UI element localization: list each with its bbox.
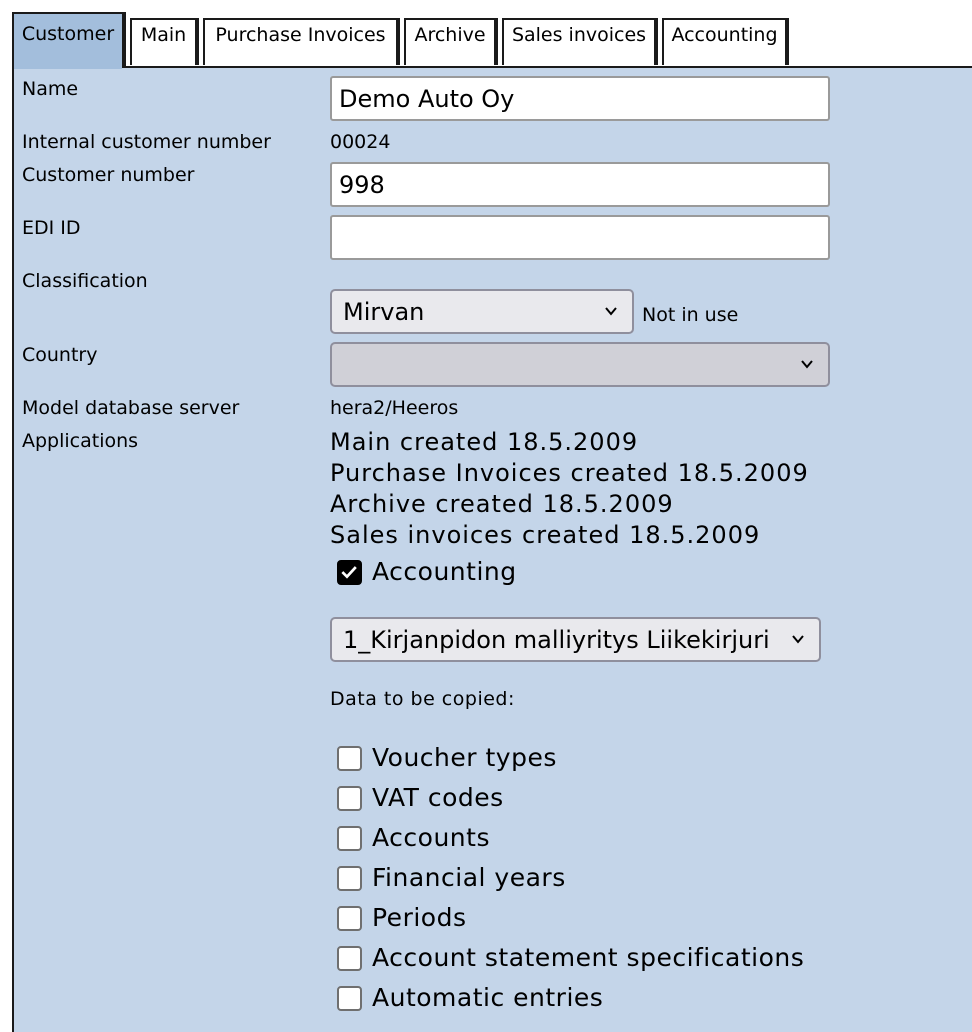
model-db-label: Model database server (22, 397, 240, 419)
tab-sales-invoices[interactable]: Sales invoices (502, 18, 656, 65)
chevron-down-icon (791, 632, 805, 646)
internal-number-label: Internal customer number (22, 131, 271, 153)
model-company-select[interactable] (330, 617, 821, 662)
tab-divider (12, 66, 972, 68)
customer-number-label: Customer number (22, 164, 195, 186)
vat-codes-checkbox[interactable] (337, 786, 362, 811)
periods-checkbox[interactable] (337, 906, 362, 931)
tab-bar (0, 0, 972, 67)
name-label: Name (22, 78, 79, 100)
country-label: Country (22, 344, 98, 366)
application-entry: Archive created 18.5.2009 (330, 490, 674, 518)
edi-id-label: EDI ID (22, 217, 81, 239)
classification-status: Not in use (642, 304, 739, 326)
applications-label: Applications (22, 430, 139, 452)
name-input[interactable]: Demo Auto Oy (330, 76, 830, 121)
copy-option-label: Account statement specifications (372, 943, 805, 972)
application-entry: Main created 18.5.2009 (330, 428, 639, 456)
internal-number-value: 00024 (330, 131, 391, 153)
chevron-down-icon (800, 357, 814, 371)
accounting-label: Accounting (372, 557, 517, 586)
tab-purchase-invoices[interactable]: Purchase Invoices (203, 18, 398, 65)
copy-option-label: VAT codes (372, 783, 504, 812)
copy-option-label: Accounts (372, 823, 490, 852)
voucher-types-checkbox[interactable] (337, 746, 362, 771)
model-db-value: hera2/Heeros (330, 397, 459, 419)
checkmark-icon (339, 562, 360, 583)
copy-option-label: Automatic entries (372, 983, 604, 1012)
tab-archive[interactable]: Archive (404, 18, 496, 65)
tab-main[interactable]: Main (130, 18, 197, 65)
edi-id-input[interactable] (330, 215, 830, 260)
automatic-entries-checkbox[interactable] (337, 986, 362, 1011)
copy-option-label: Periods (372, 903, 467, 932)
copy-option-label: Voucher types (372, 743, 557, 772)
financial-years-checkbox[interactable] (337, 866, 362, 891)
classification-selected: Mirvan (343, 298, 425, 326)
application-entry: Purchase Invoices created 18.5.2009 (330, 459, 809, 487)
chevron-down-icon (604, 304, 618, 318)
classification-select[interactable] (330, 289, 634, 334)
accounts-checkbox[interactable] (337, 826, 362, 851)
tab-customer[interactable]: Customer (12, 12, 124, 68)
active-tab-connector (14, 66, 122, 69)
country-select[interactable] (330, 342, 830, 387)
tab-accounting[interactable]: Accounting (662, 18, 787, 65)
accounting-checkbox[interactable] (337, 560, 362, 585)
account-statement-specifications-checkbox[interactable] (337, 946, 362, 971)
customer-number-input[interactable]: 998 (330, 162, 830, 207)
copy-option-label: Financial years (372, 863, 566, 892)
application-entry: Sales invoices created 18.5.2009 (330, 521, 761, 549)
classification-label: Classification (22, 270, 148, 292)
copy-heading: Data to be copied: (330, 688, 515, 710)
model-company-selected: 1_Kirjanpidon malliyritys Liikekirjuri (343, 626, 770, 654)
